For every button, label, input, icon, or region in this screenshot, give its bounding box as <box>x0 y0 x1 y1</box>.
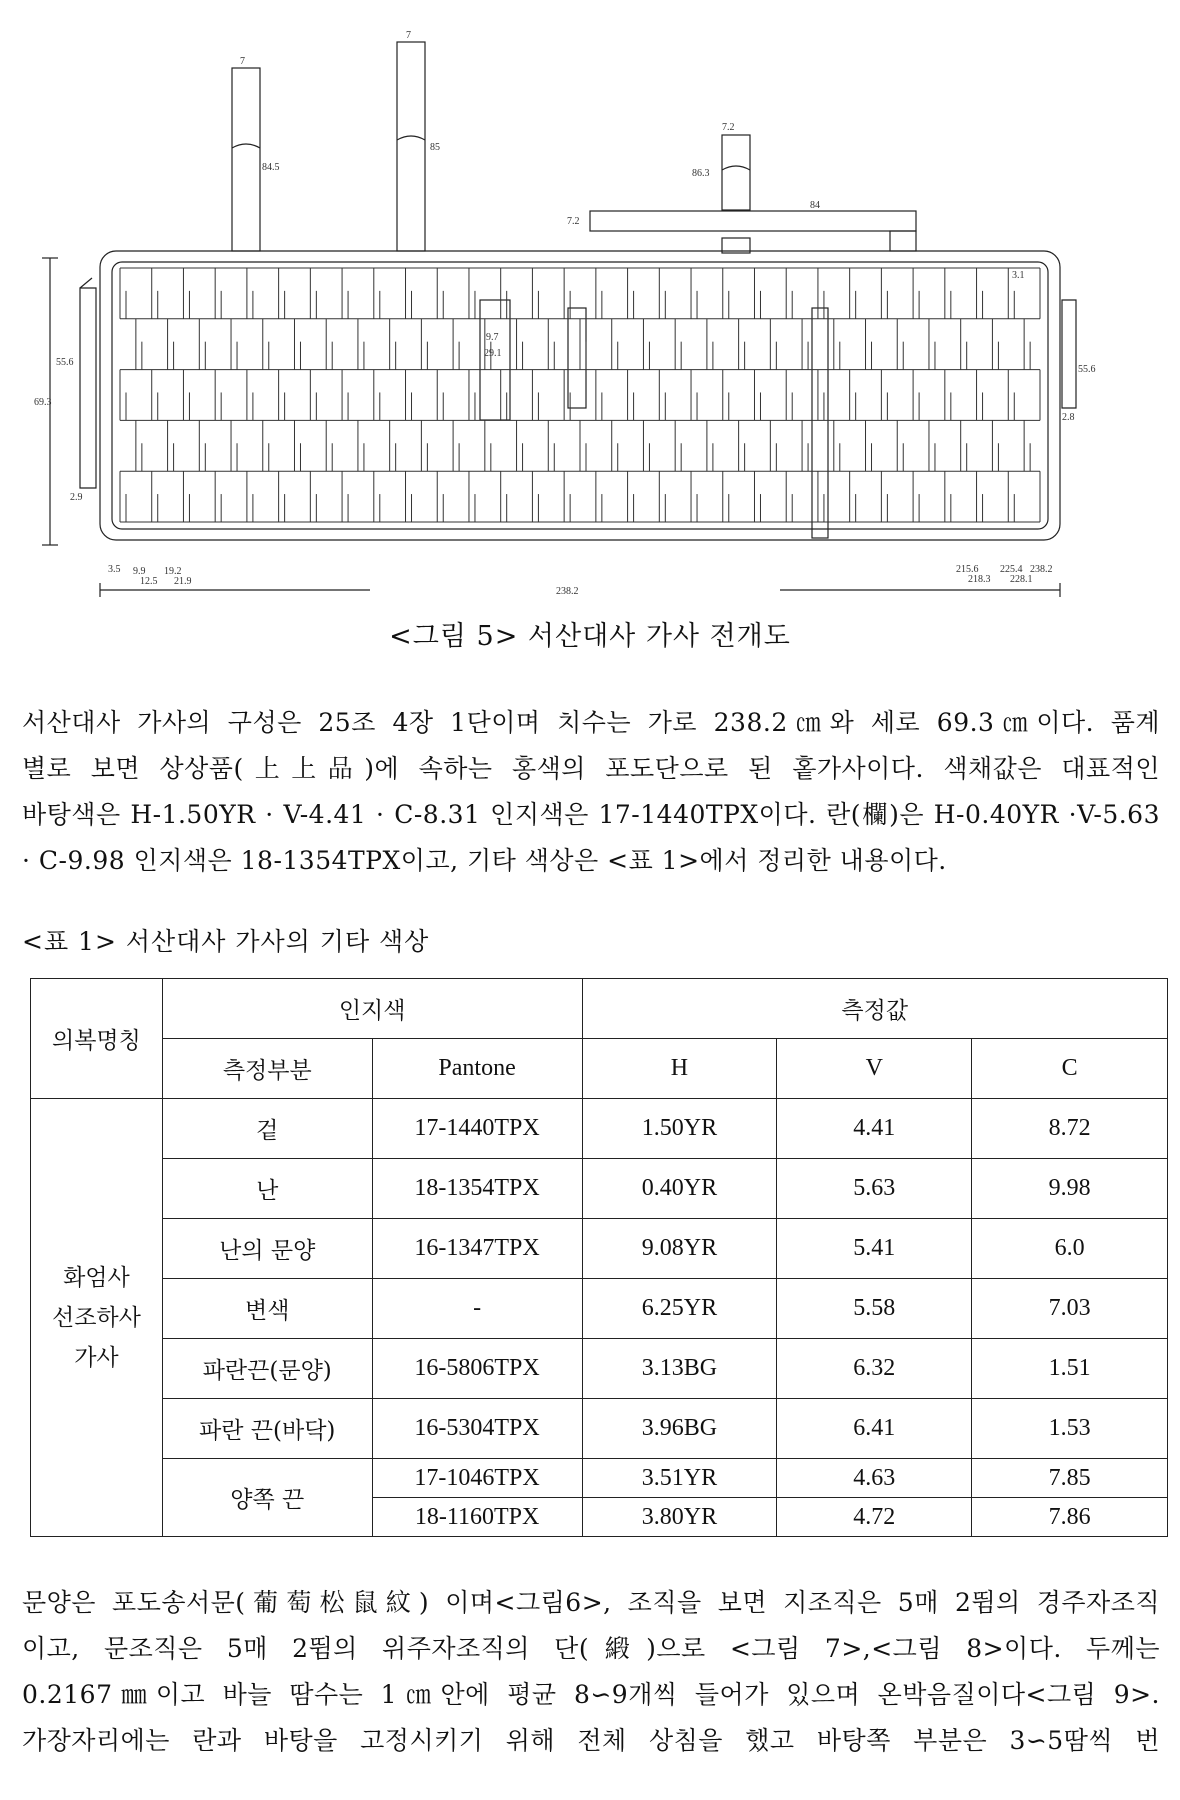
dim-strap2-length: 85 <box>430 142 440 153</box>
dim-bottom-left-4: 21.9 <box>174 576 192 587</box>
cell-h: 6.25YR <box>582 1279 777 1339</box>
paragraph-2 <box>22 1580 1160 1764</box>
cell-part: 난의 문양 <box>162 1219 372 1279</box>
cell-pantone: 16-5806TPX <box>372 1339 582 1399</box>
dim-strap3-width: 7.2 <box>722 122 735 133</box>
cell-part-both-straps: 양쪽 끈 <box>162 1459 372 1537</box>
cell-pantone: - <box>372 1279 582 1339</box>
dim-bottom-right-3: 228.1 <box>1010 574 1033 585</box>
paragraph-1 <box>22 700 1160 884</box>
cell-h: 3.13BG <box>582 1339 777 1399</box>
strap-1 <box>232 68 260 251</box>
header-part: 측정부분 <box>162 1039 372 1099</box>
header-h: H <box>582 1039 777 1099</box>
garment-name-cell <box>31 1099 163 1537</box>
cell-pantone: 16-5304TPX <box>372 1399 582 1459</box>
cell-c: 7.85 <box>972 1459 1168 1498</box>
paragraph-2-line: 이고, 문조직은 5매 2뜀의 위주자조직의 단(緞)으로 <그림 7>,<그림 8>이다. 두께는 <box>22 1634 1160 1663</box>
header-measured: 측정값 <box>582 979 1168 1039</box>
cell-part: 겉 <box>162 1099 372 1159</box>
dim-right-side-height: 55.6 <box>1078 364 1096 375</box>
cell-pantone: 17-1440TPX <box>372 1099 582 1159</box>
dim-total-width: 238.2 <box>556 586 579 597</box>
cell-pantone: 16-1347TPX <box>372 1219 582 1279</box>
table-row <box>31 1159 1168 1219</box>
kasaya-layout-drawing <box>0 0 1180 610</box>
table-row <box>31 1219 1168 1279</box>
cell-c: 1.53 <box>972 1399 1168 1459</box>
dim-inner-height: 29.1 <box>484 348 502 359</box>
cell-h: 3.96BG <box>582 1399 777 1459</box>
cell-h: 9.08YR <box>582 1219 777 1279</box>
dim-strap3-length: 86.3 <box>692 168 710 179</box>
dim-bottom-right-2: 225.4 <box>1000 564 1023 575</box>
right-side-panel <box>1062 300 1076 408</box>
cell-c: 9.98 <box>972 1159 1168 1219</box>
garment-name-line: 가사 <box>74 1344 119 1371</box>
cell-c: 6.0 <box>972 1219 1168 1279</box>
cell-part: 파란 끈(바닥) <box>162 1399 372 1459</box>
color-table <box>30 978 1168 1537</box>
cell-v: 6.32 <box>777 1339 972 1399</box>
table-caption: <표 1> 서산대사 가사의 기타 색상 <box>22 927 430 956</box>
dim-strap4-length: 84 <box>810 200 820 211</box>
dim-right-side-width: 2.8 <box>1062 412 1075 423</box>
cell-h: 1.50YR <box>582 1099 777 1159</box>
cell-pantone: 18-1354TPX <box>372 1159 582 1219</box>
header-v: V <box>777 1039 972 1099</box>
header-c: C <box>972 1039 1168 1099</box>
dim-left-side-height: 55.6 <box>56 357 74 368</box>
cell-v: 4.63 <box>777 1459 972 1498</box>
paragraph-2-line: 0.2167㎜이고 바늘 땀수는 1㎝안에 평균 8∽9개씩 들어가 있으며 온박음질이다<그림 9>. <box>22 1680 1160 1709</box>
dim-left-side-width: 2.9 <box>70 492 83 503</box>
paragraph-1-line: 서산대사 가사의 구성은 25조 4장 1단이며 치수는 가로 238.2㎝와 세로 69.3㎝이다. 품계 <box>22 708 1160 737</box>
table-row <box>31 1399 1168 1459</box>
cell-c: 1.51 <box>972 1339 1168 1399</box>
table-row <box>31 1099 1168 1159</box>
header-pantone: Pantone <box>372 1039 582 1099</box>
cell-part: 변색 <box>162 1279 372 1339</box>
table-row <box>31 1279 1168 1339</box>
table-row <box>31 1339 1168 1399</box>
figure-caption: <그림 5> 서산대사 가사 전개도 <box>389 621 791 652</box>
header-color-index: 인지색 <box>162 979 582 1039</box>
dim-bottom-left-0: 3.5 <box>108 564 121 575</box>
dim-inner-width: 9.7 <box>486 332 499 343</box>
strap-3 <box>722 135 750 210</box>
garment-name-line: 선조하사 <box>51 1304 141 1331</box>
cell-h: 3.51YR <box>582 1459 777 1498</box>
dim-bottom-right-0: 215.6 <box>956 564 979 575</box>
header-garment: 의복명칭 <box>31 979 163 1099</box>
dim-bottom-left-2: 12.5 <box>140 576 158 587</box>
paragraph-2-line: 문양은 포도송서문(葡萄松鼠紋) 이며<그림6>, 조직을 보면 지조직은 5매 2뜀의 경주자조직 <box>22 1588 1160 1617</box>
dim-strap2-width: 7 <box>406 30 411 41</box>
main-body <box>100 251 1060 540</box>
dim-bottom-right-4: 238.2 <box>1030 564 1053 575</box>
cell-c: 7.03 <box>972 1279 1168 1339</box>
cell-h: 0.40YR <box>582 1159 777 1219</box>
paragraph-1-line: · C-9.98 인지색은 18-1354TPX이고, 기타 색상은 <표 1>에서 정리한 내용이다. <box>22 846 947 875</box>
table-row <box>31 1459 1168 1498</box>
cell-v: 5.41 <box>777 1219 972 1279</box>
dim-bottom-right-1: 218.3 <box>968 574 991 585</box>
left-side-panel <box>80 288 96 488</box>
cell-v: 5.63 <box>777 1159 972 1219</box>
cell-part: 파란끈(문양) <box>162 1339 372 1399</box>
cell-v: 5.58 <box>777 1279 972 1339</box>
dim-strap4-width: 7.2 <box>567 216 580 227</box>
dim-strap1-length: 84.5 <box>262 162 280 173</box>
strap-4 <box>590 211 916 231</box>
dim-strap1-width: 7 <box>240 56 245 67</box>
paragraph-1-line: 별로 보면 상상품(上上品)에 속하는 홍색의 포도단으로 된 홑가사이다. 색채값은 대표적인 <box>22 754 1160 783</box>
garment-name-line: 화엄사 <box>63 1264 130 1291</box>
garment-diagram <box>0 0 1180 610</box>
cell-pantone: 17-1046TPX <box>372 1459 582 1498</box>
cell-c: 7.86 <box>972 1498 1168 1537</box>
cell-v: 4.41 <box>777 1099 972 1159</box>
cell-v: 4.72 <box>777 1498 972 1537</box>
cell-v: 6.41 <box>777 1399 972 1459</box>
dim-bottom-left-3: 19.2 <box>164 566 182 577</box>
strap-2 <box>397 42 425 251</box>
cell-h: 3.80YR <box>582 1498 777 1537</box>
cell-pantone: 18-1160TPX <box>372 1498 582 1537</box>
cell-part: 난 <box>162 1159 372 1219</box>
paragraph-2-line: 가장자리에는 란과 바탕을 고정시키기 위해 전체 상침을 했고 바탕쪽 부분은 3∽5땀씩 번 <box>22 1726 1160 1755</box>
dim-bottom-left-1: 9.9 <box>133 566 146 577</box>
dim-total-height: 69.3 <box>34 397 52 408</box>
cell-c: 8.72 <box>972 1099 1168 1159</box>
dim-border-top: 3.1 <box>1012 270 1025 281</box>
paragraph-1-line: 바탕색은 H-1.50YR · V-4.41 · C-8.31 인지색은 17-1440TPX이다. 란(欄)은 H-0.40YR ·V-5.63 <box>22 800 1160 829</box>
